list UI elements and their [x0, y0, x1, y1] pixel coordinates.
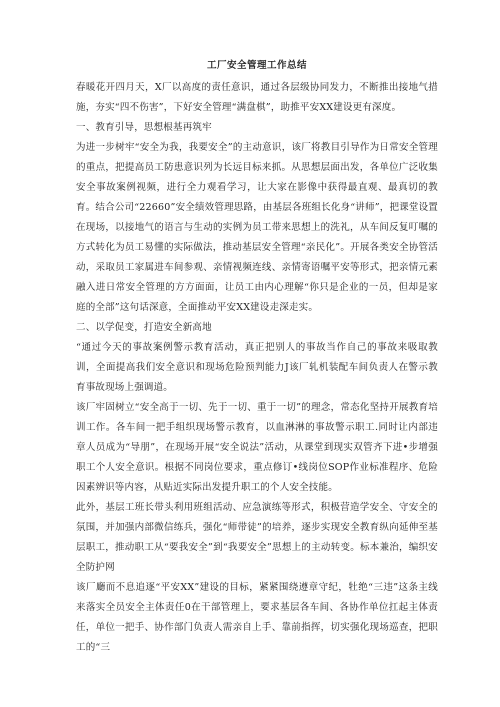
section-heading-learning: 二、以学促变，打造安全新高地 — [76, 322, 212, 333]
training-paragraph: 该厂牢固树立“安全高于一切、先于一切、重于一切”的理念，常态化坚持开展教育培训工作。各车间一把手组织现场警示教育，以血淋淋的事故警示职工.同时让内部违章人员成为“导朋”，在现场开展“安全说法”活动，从课堂到现实双管齐下进•步增强职工个人安全意识。根据不同岗位要求，重点修订•线岗位SOP作业标准程序、危险因素辨识等内容，从贴近实际出发提升职工的个人安全技能。 — [76, 402, 438, 493]
document-title: 工厂安全管理工作总结 — [206, 60, 307, 71]
section-heading-education: 一、教育引导，思想根基再筑牢 — [76, 122, 212, 133]
responsibility-paragraph: 该厂廳而不息追逐“平安XX”建设的目标，紧紧围绕遵章守纪，牡绝“三违”这条主线来落实全员安全主体责任0在干部管理上，要求基层各车间、各协作单位扛起主体责任，单位一把手、协作部门负责人需亲自上手、靠前指挥，切实强化现场巡查，把职工的“三 — [76, 582, 438, 653]
team-leader-paragraph: 此外，基层工班长带头利用班组活动、应急演练等形式，积极营造学安全、守安全的氛围，并加强内部微信练兵，强化“师带徒”的培养，逐步实现安全教育纵向延伸至基层职工，推动职工从“要我安全”到“我要安全”思想上的主动转变。标本兼治，编织安全防护网 — [76, 502, 438, 573]
intro-paragraph: 春暖花开四月天，X厂以高度的责任意识，通过各层级协同发力，不断推出接地气措施，夯实“四不伤害”，下好安全管理“满盘棋”，助推平安XX建设更有深度。 — [76, 82, 438, 113]
education-paragraph: 为进一步树牢“安全为我，我要安全”的主动意识，该厂将教目引导作为日常安全管理的重点，把提高员工防患意识列为长远目标来抓。从思想层面出发，各单位广泛收集安全事故案例视频，进行全力观看学习，让大家在影像中获得最直观、最真切的教育。结合公司“22660”安全绩效管理思路，由基层各班组长化身“讲师”，把课堂设置在现场，以接地气的语言与生动的实例为员工带来思想上的洗礼，从车间反复叮嘱的方式转化为员工易懂的实际做法，推动基层安全管理“亲民化”。开展各类安全协管活动，采取员工家属进车间参观、亲情视频连线、亲情寄语嘱平安等形式，把亲情元素融入进日常安全管理的方方面面，让员工由内心理解“你只是企业的一员，但却是家庭的全部”这句话深意，全面推动平安XX建设走深走实。 — [76, 142, 438, 313]
quote-paragraph: “通过今天的事故案例警示教育活动，真正把别人的事故当作自己的事故来吸取教训，全面提高我们安全意识和现场危险预判能力J该厂轧机装配车间负责人在警示教育事故现场上强调道。 — [76, 342, 438, 393]
